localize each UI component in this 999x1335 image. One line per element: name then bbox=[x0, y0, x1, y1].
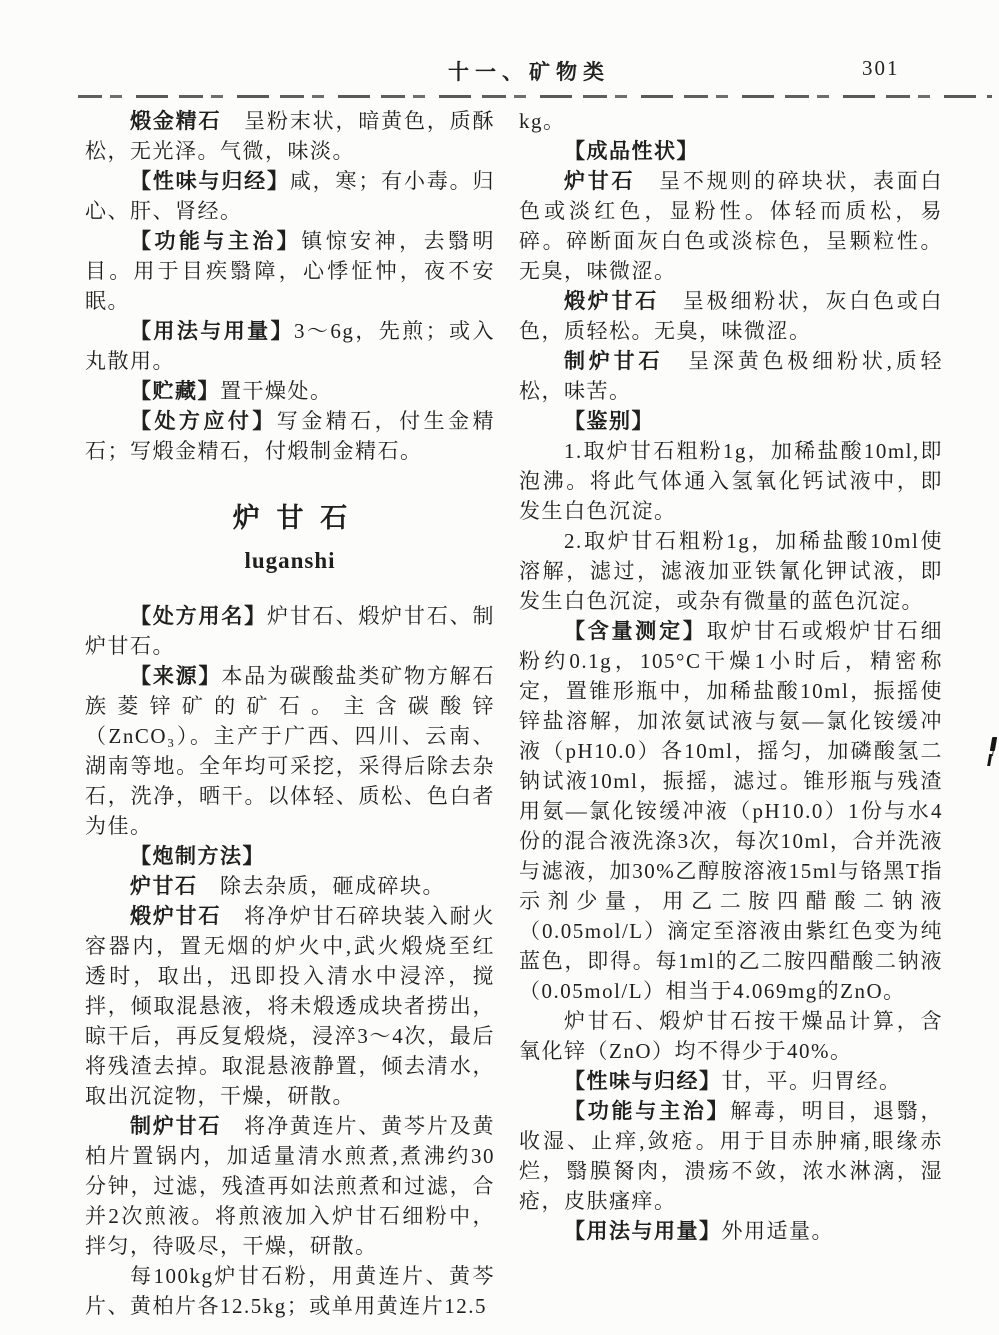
text-paragraph bbox=[85, 841, 495, 871]
section-label: 煅炉甘石 bbox=[130, 904, 222, 928]
paragraph-text: 取炉甘石或煅炉甘石细粉约0.1g，105°C干燥1小时后，精密称定，置锥形瓶中，加稀盐酸10ml，振摇使锌盐溶解，加浓氨试液与氨—氯化铵缓冲液（pH10.0）各10ml，摇匀，加磷酸氢二钠试液10ml，振摇，滤过。锥形瓶与残渣用氨—氯化铵缓冲液（pH10.0）1份与水4份的混合液洗涤3次，每次10ml，合并洗液与滤液，加30%乙醇胺溶液15ml与铬黑T指示剂少量，用乙二胺四醋酸二钠液（0.05mol/L）滴定至溶液由紫红色变为纯蓝色，即得。每1ml的乙二胺四醋酸二钠液（0.05mol/L）相当于4.069mg的ZnO。 bbox=[519, 619, 944, 1003]
section-label: 【功能与主治】 bbox=[564, 1099, 731, 1123]
text-paragraph bbox=[85, 661, 495, 841]
section-label: 【含量测定】 bbox=[564, 619, 707, 643]
text-paragraph bbox=[519, 136, 943, 166]
text-paragraph bbox=[519, 1216, 943, 1246]
section-label: 【功能与主治】 bbox=[130, 229, 302, 253]
section-label: 【处方用名】 bbox=[130, 604, 267, 628]
paragraph-text: 炉甘石、煅炉甘石按干燥品计算，含氧化锌（ZnO）均不得少于40%。 bbox=[519, 1009, 943, 1063]
paragraph-text: 将净黄连片、黄芩片及黄柏片置锅内，加适量清水煎煮,煮沸约30分钟，过滤，残渣再如法煎煮和过滤，合并2次煎液。将煎液加入炉甘石细粉中，拌匀，待吸尽，干燥，研散。 bbox=[85, 1114, 496, 1258]
page-header bbox=[0, 56, 999, 86]
header-rule bbox=[78, 95, 992, 98]
paragraph-text: 写金精石，付生金精石；写煅金精石，付煅制金精石。 bbox=[85, 409, 496, 463]
text-paragraph bbox=[85, 316, 495, 376]
paragraph-text: 咸，寒；有小毒。归心、肝、肾经。 bbox=[85, 169, 496, 223]
text-paragraph bbox=[519, 1006, 943, 1066]
paragraph-text: 甘，平。归胃经。 bbox=[721, 1069, 902, 1093]
text-paragraph bbox=[85, 106, 495, 166]
text-paragraph bbox=[519, 106, 943, 136]
section-label: 炉甘石 bbox=[130, 874, 198, 898]
paragraph-text: 置干燥处。 bbox=[220, 379, 333, 403]
text-columns bbox=[85, 106, 943, 1321]
paragraph-text: 本品为碳酸盐类矿物方解石族菱锌矿的矿石。主含碳酸锌（ZnCO₃）。主产于广西、四川、云南、湖南等地。全年均可采挖，采得后除去杂石，洗净，晒干。以体轻、质松、色白者为佳。 bbox=[85, 664, 496, 838]
paragraph-text: 除去杂质，砸成碎块。 bbox=[197, 874, 445, 898]
ink-smudge-mark bbox=[990, 737, 997, 751]
paragraph-text: 1.取炉甘石粗粉1g，加稀盐酸10ml,即泡沸。将此气体通入氢氧化钙试液中，即发生白色沉淀。 bbox=[519, 439, 943, 523]
section-label: 【性味与归经】 bbox=[130, 169, 290, 193]
paragraph-text: 炉甘石、煅炉甘石、制炉甘石。 bbox=[85, 604, 495, 658]
text-paragraph bbox=[519, 286, 943, 346]
paragraph-text: 每100kg炉甘石粉，用黄连片、黄芩片、黄柏片各12.5kg；或单用黄连片12.5 bbox=[85, 1264, 495, 1318]
text-paragraph bbox=[85, 871, 495, 901]
text-paragraph bbox=[519, 1096, 943, 1216]
paragraph-text: 将净炉甘石碎块装入耐火容器内，置无烟的炉火中,武火煅烧至红透时，取出，迅即投入清水中浸淬，搅拌，倾取混悬液，将未煅透成块者捞出，晾干后，再反复煅烧，浸淬3～4次，最后将残渣去掉。取混悬液静置，倾去清水，取出沉淀物，干燥，研散。 bbox=[85, 904, 496, 1108]
text-paragraph bbox=[519, 346, 943, 406]
section-label: 【处方应付】 bbox=[130, 409, 277, 433]
paragraph-text: 呈粉末状，暗黄色，质酥松，无光泽。气微，味淡。 bbox=[85, 109, 496, 163]
text-paragraph bbox=[85, 601, 495, 661]
left-column bbox=[85, 106, 495, 1321]
text-paragraph bbox=[519, 526, 943, 616]
text-paragraph bbox=[85, 226, 495, 316]
text-paragraph bbox=[519, 166, 943, 286]
section-label: 煅炉甘石 bbox=[564, 289, 660, 313]
section-label: 煅金精石 bbox=[130, 109, 222, 133]
section-label: 【用法与用量】 bbox=[130, 319, 295, 343]
article-pinyin: luganshi bbox=[244, 548, 336, 573]
paragraph-text: 呈深黄色极细粉状,质轻松，味苦。 bbox=[519, 349, 944, 403]
paragraph-text: 2.取炉甘石粗粉1g，加稀盐酸10ml使溶解，滤过，滤液加亚铁氰化钾试液，即发生白色沉淀，或杂有微量的蓝色沉淀。 bbox=[519, 529, 943, 613]
page-number: 301 bbox=[862, 56, 900, 80]
text-paragraph bbox=[85, 166, 495, 226]
paragraph-text: 外用适量。 bbox=[721, 1219, 834, 1243]
chapter-title: 十一、矿物类 bbox=[448, 60, 610, 84]
text-paragraph bbox=[85, 406, 495, 466]
paragraph-text: 3～6g，先煎；或入丸散用。 bbox=[85, 319, 496, 373]
text-paragraph bbox=[85, 901, 495, 1111]
text-paragraph bbox=[519, 436, 943, 526]
section-label: 【来源】 bbox=[130, 664, 222, 688]
paragraph-text: kg。 bbox=[519, 109, 566, 133]
text-paragraph bbox=[519, 406, 943, 436]
text-paragraph bbox=[519, 1066, 943, 1096]
text-paragraph bbox=[85, 1261, 495, 1321]
paragraph-text: 解毒，明目，退翳，收湿、止痒,敛疮。用于目赤肿痛,眼缘赤烂，翳膜胬肉，溃疡不敛，浓水淋漓，湿疮，皮肤瘙痒。 bbox=[519, 1099, 944, 1213]
right-column bbox=[519, 106, 943, 1246]
section-label: 【性味与归经】 bbox=[564, 1069, 722, 1093]
text-paragraph bbox=[519, 616, 943, 1006]
text-paragraph bbox=[85, 376, 495, 406]
paragraph-text: 呈极细粉状，灰白色或白色，质轻松。无臭，味微涩。 bbox=[519, 289, 944, 343]
section-label: 炉甘石 bbox=[564, 169, 636, 193]
article-title: 炉 甘 石 bbox=[232, 503, 353, 533]
paragraph-text: 呈不规则的碎块状，表面白色或淡红色，显粉性。体轻而质松，易碎。碎断面灰白色或淡棕色，呈颗粒性。无臭，味微涩。 bbox=[519, 169, 944, 283]
section-label: 【贮藏】 bbox=[130, 379, 220, 403]
section-label: 【用法与用量】 bbox=[564, 1219, 722, 1243]
section-label: 【成品性状】 bbox=[564, 139, 699, 163]
paragraph-text: 镇惊安神，去翳明目。用于目疾翳障，心悸怔忡，夜不安眠。 bbox=[85, 229, 495, 313]
section-label: 制炉甘石 bbox=[564, 349, 664, 373]
section-label: 制炉甘石 bbox=[130, 1114, 222, 1138]
section-label: 【炮制方法】 bbox=[130, 844, 265, 868]
text-paragraph bbox=[85, 1111, 495, 1261]
section-label: 【鉴别】 bbox=[564, 409, 654, 433]
